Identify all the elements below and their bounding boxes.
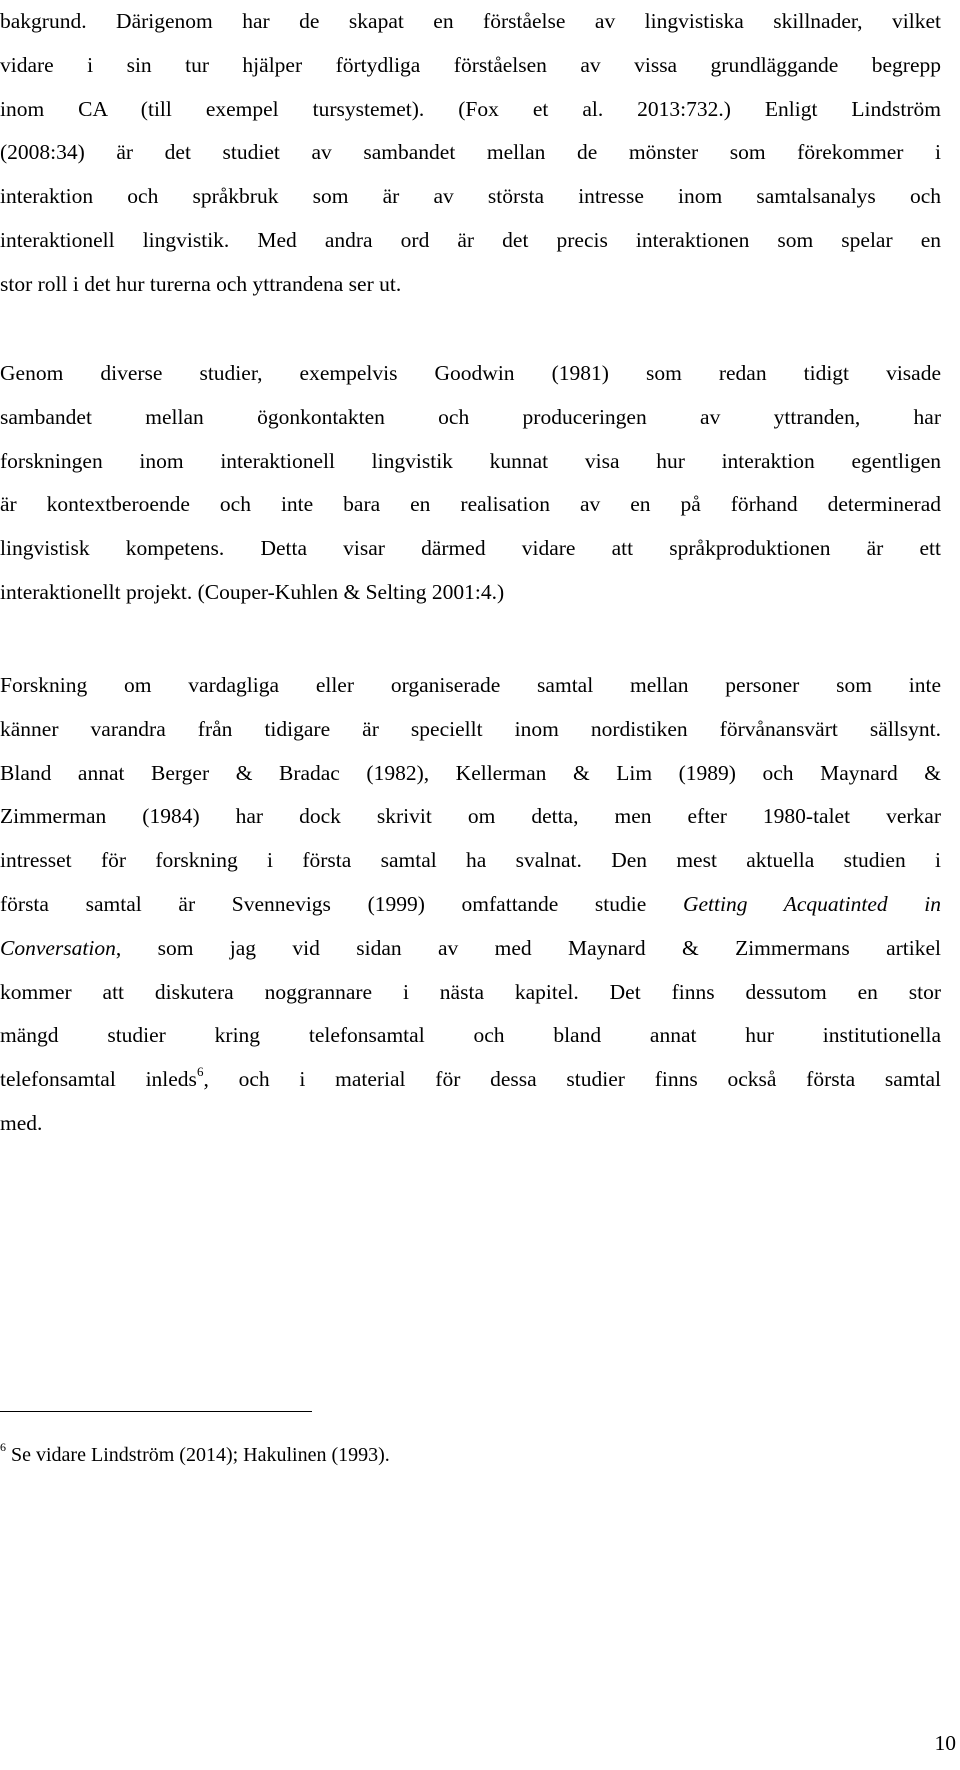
footnote-text: Se vidare Lindström (2014); Hakulinen (1993). xyxy=(6,1444,390,1466)
footnote xyxy=(0,1440,390,1470)
text-line: forskningen inom interaktionell lingvistik kunnat visa hur interaktion egentligen xyxy=(0,448,941,473)
text-line: stor roll i det hur turerna och yttrandena ser ut. xyxy=(0,271,402,296)
text-line xyxy=(0,1058,941,1102)
paragraph-1 xyxy=(0,0,941,307)
text-line: interaktionell lingvistik. Med andra ord är det precis interaktionen som spelar en xyxy=(0,227,941,252)
text-line: vidare i sin tur hjälper förtydliga förståelsen av vissa grundläggande begrepp xyxy=(0,52,941,77)
footnote-reference: 6 xyxy=(196,1064,204,1080)
text-line: Genom diverse studier, exempelvis Goodwin (1981) som redan tidigt visade xyxy=(0,361,941,385)
text-line: är kontextberoende och inte bara en realisation av en på förhand determinerad xyxy=(0,492,941,517)
text-line xyxy=(0,883,941,927)
text-segment: , och i material för dessa studier finns också första samtal xyxy=(203,1067,941,1092)
text-line: kommer att diskutera noggrannare i nästa kapitel. Det finns dessutom en stor xyxy=(0,979,941,1004)
paragraph-3 xyxy=(0,664,941,1146)
text-line: med. xyxy=(0,1110,43,1135)
text-line: intresset för forskning i första samtal ha svalnat. Den mest aktuella studien i xyxy=(0,848,941,873)
text-line: interaktion och språkbruk som är av största intresse inom samtalsanalys och xyxy=(0,184,941,209)
text-segment: första samtal är Svennevigs (1999) omfattande studie xyxy=(0,891,683,916)
text-line: mängd studier kring telefonsamtal och bland annat hur institutionella xyxy=(0,1023,941,1048)
text-line: Bland annat Berger & Bradac (1982), Kellerman & Lim (1989) och Maynard & xyxy=(0,760,941,785)
book-title: Conversation xyxy=(0,935,116,960)
text-line: inom CA (till exempel tursystemet). (Fox et al. 2013:732.) Enligt Lindström xyxy=(0,96,941,121)
footnote-marker: 6 xyxy=(0,1440,6,1455)
text-line: bakgrund. Därigenom har de skapat en förståelse av lingvistiska skillnader, vilket xyxy=(0,9,941,33)
text-line: lingvistisk kompetens. Detta visar därmed vidare att språkproduktionen är ett xyxy=(0,536,941,561)
text-line: (2008:34) är det studiet av sambandet mellan de mönster som förekommer i xyxy=(0,140,941,165)
text-line: känner varandra från tidigare är speciellt inom nordistiken förvånansvärt sällsynt. xyxy=(0,716,941,741)
book-title: Getting Acquatinted in xyxy=(682,891,941,916)
text-segment: , som jag vid sidan av med Maynard & Zimmermans artikel xyxy=(115,935,941,960)
footnote-separator xyxy=(0,1411,312,1412)
page-number: 10 xyxy=(934,1731,956,1755)
paragraph-2 xyxy=(0,352,941,615)
text-line: interaktionellt projekt. (Couper-Kuhlen & Selting 2001:4.) xyxy=(0,579,505,604)
text-line xyxy=(0,927,941,971)
text-segment: telefonsamtal inleds xyxy=(0,1067,197,1092)
text-line: Zimmerman (1984) har dock skrivit om detta, men efter 1980-talet verkar xyxy=(0,804,941,829)
text-line: sambandet mellan ögonkontakten och produceringen av yttranden, har xyxy=(0,404,941,429)
text-line: Forskning om vardagliga eller organiserade samtal mellan personer som inte xyxy=(0,673,941,697)
